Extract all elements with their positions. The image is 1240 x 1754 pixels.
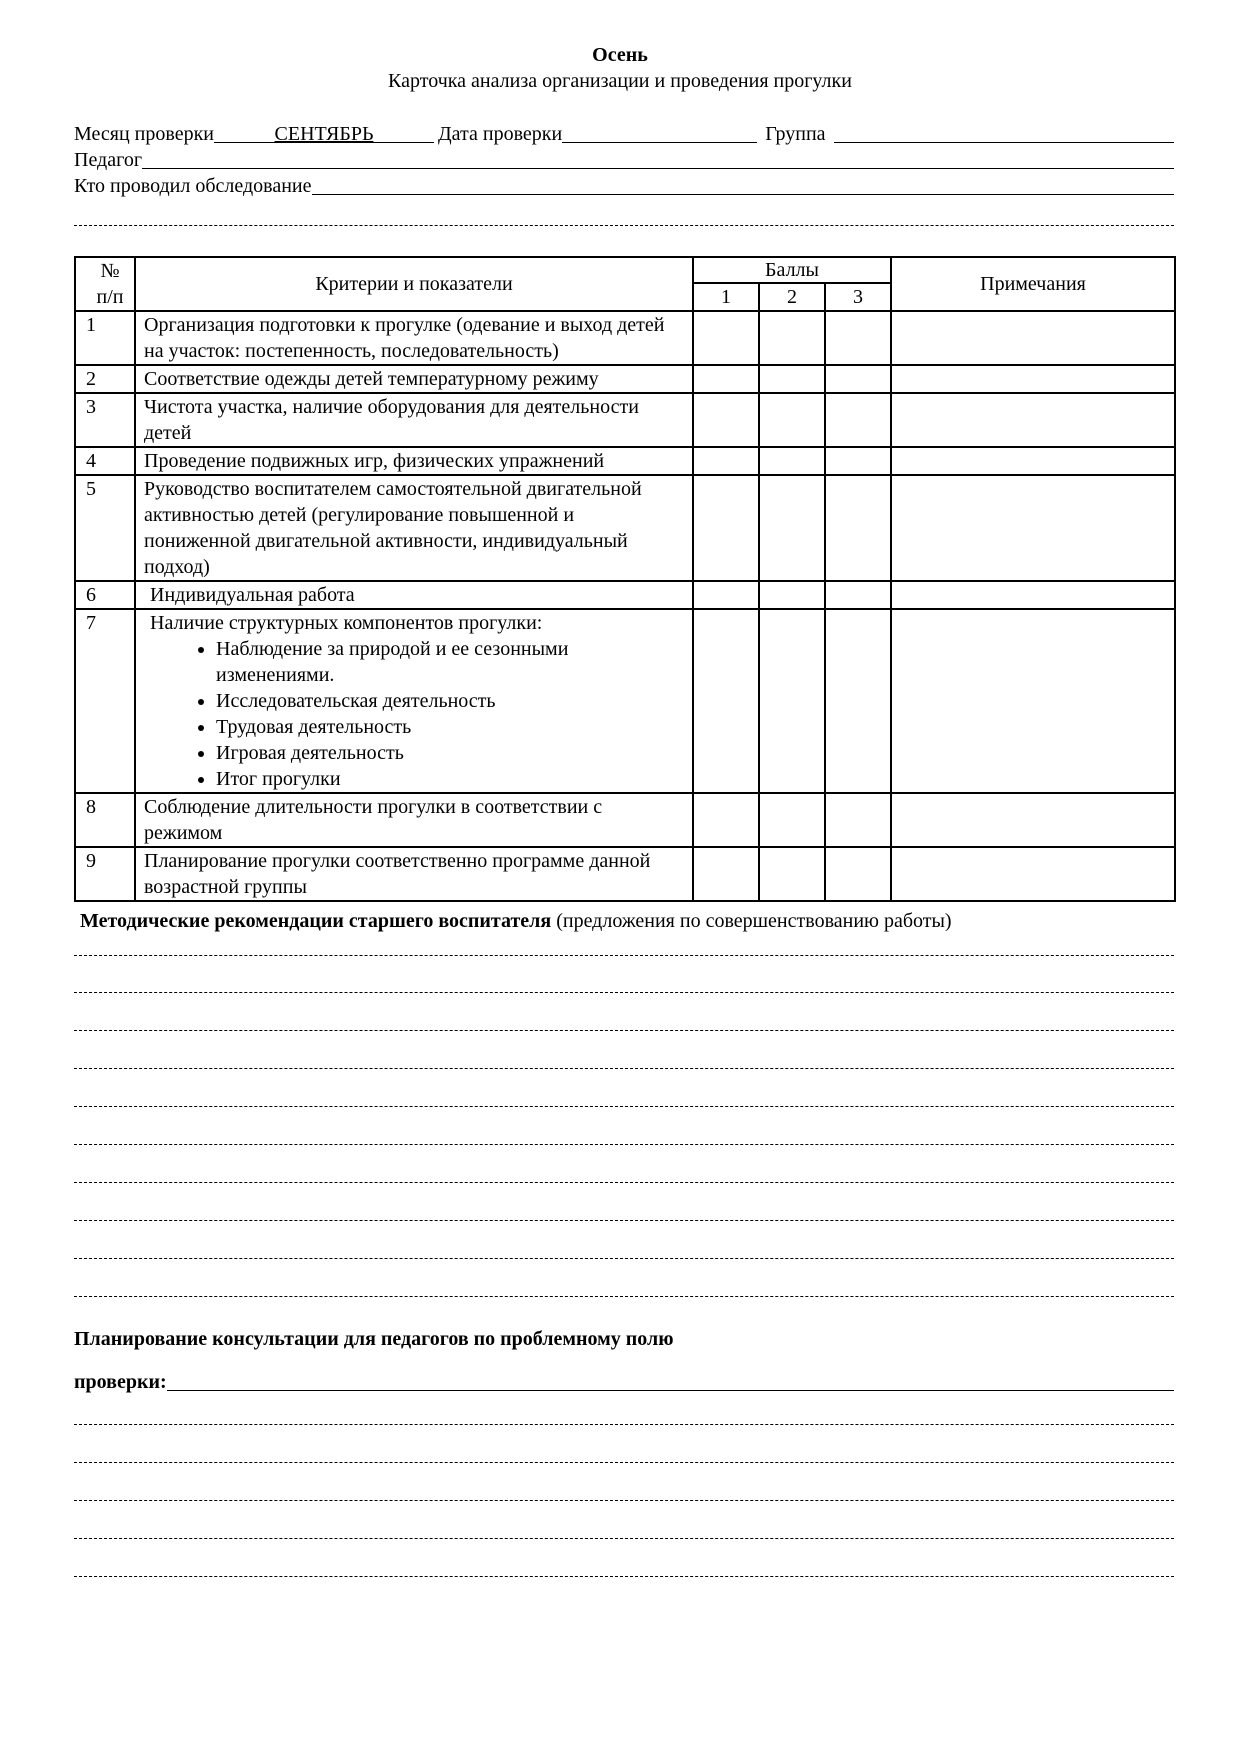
table-row — [75, 365, 1175, 393]
criteria-table — [74, 256, 1176, 902]
score-cell-3[interactable] — [825, 847, 891, 901]
score-cell-1[interactable] — [693, 365, 759, 393]
table-row — [75, 847, 1175, 901]
row-criteria: Соблюдение длительности прогулки в соответствии с режимом — [135, 793, 693, 847]
blank-line[interactable] — [74, 1182, 1174, 1183]
row-criteria-cell — [135, 609, 693, 793]
consultation-row — [74, 1370, 1174, 1394]
table-row — [75, 581, 1175, 609]
score-cell-3[interactable] — [825, 581, 891, 609]
score-cell-1[interactable] — [693, 475, 759, 581]
score-cell-3[interactable] — [825, 609, 891, 793]
teacher-row — [74, 148, 1174, 172]
header-num — [75, 257, 135, 311]
row-criteria: Чистота участка, наличие оборудования для деятельности детей — [135, 393, 693, 447]
row-criteria: Планирование прогулки соответственно программе данной возрастной группы — [135, 847, 693, 901]
blank-line[interactable] — [74, 955, 1174, 956]
row-criteria: Индивидуальная работа — [135, 581, 693, 609]
notes-cell[interactable] — [891, 847, 1175, 901]
row-num: 1 — [75, 311, 135, 365]
row-num: 7 — [75, 609, 135, 793]
score-cell-1[interactable] — [693, 847, 759, 901]
group-label: Группа — [765, 123, 826, 145]
score-cell-3[interactable] — [825, 475, 891, 581]
notes-cell[interactable] — [891, 365, 1175, 393]
inspector-row — [74, 174, 1174, 198]
score-cell-2[interactable] — [759, 609, 825, 793]
score-cell-2[interactable] — [759, 475, 825, 581]
score-cell-2[interactable] — [759, 447, 825, 475]
score-cell-3[interactable] — [825, 393, 891, 447]
season-title: Осень — [592, 44, 648, 66]
blank-line[interactable] — [74, 1296, 1174, 1297]
table-row — [75, 793, 1175, 847]
score-cell-2[interactable] — [759, 365, 825, 393]
row-num: 3 — [75, 393, 135, 447]
blank-line[interactable] — [74, 1106, 1174, 1107]
blank-line[interactable] — [74, 1220, 1174, 1221]
row-num: 6 — [75, 581, 135, 609]
blank-line[interactable] — [74, 992, 1174, 993]
list-item: • Наблюдение за природой и ее сезонными изменениями. — [216, 636, 684, 688]
row-num: 5 — [75, 475, 135, 581]
list-item: • Итог прогулки — [216, 766, 684, 792]
row-num: 2 — [75, 365, 135, 393]
list-item: • Исследовательская деятельность — [216, 688, 684, 714]
consultation-field[interactable] — [167, 1370, 1174, 1391]
table-row — [75, 609, 1175, 793]
inspector-field[interactable] — [312, 174, 1174, 195]
list-item: • Игровая деятельность — [216, 740, 684, 766]
blank-line[interactable] — [74, 1258, 1174, 1259]
table-row — [75, 447, 1175, 475]
notes-cell[interactable] — [891, 475, 1175, 581]
header-notes: Примечания — [891, 257, 1175, 311]
header-score-3: 3 — [825, 283, 891, 311]
group-field[interactable] — [834, 122, 1174, 143]
header-fields-row — [74, 122, 1174, 146]
teacher-field[interactable] — [142, 148, 1174, 169]
table-row — [75, 393, 1175, 447]
score-cell-1[interactable] — [693, 609, 759, 793]
header-num-line2: п/п — [96, 286, 124, 308]
blank-line[interactable] — [74, 1068, 1174, 1069]
date-label: Дата проверки — [438, 123, 563, 145]
teacher-label: Педагог — [74, 149, 143, 171]
score-cell-1[interactable] — [693, 393, 759, 447]
card-title: Карточка анализа организации и проведения прогулки — [388, 70, 852, 92]
score-cell-3[interactable] — [825, 793, 891, 847]
header-criteria: Критерии и показатели — [135, 257, 693, 311]
month-value: СЕНТЯБРЬ — [274, 123, 374, 145]
blank-line[interactable] — [74, 1144, 1174, 1145]
row-num: 9 — [75, 847, 135, 901]
consultation-label: проверки: — [74, 1371, 167, 1393]
recommendations-label: Методические рекомендации старшего воспитателя — [80, 910, 552, 932]
blank-line[interactable] — [74, 1030, 1174, 1031]
row-criteria: Организация подготовки к прогулке (одевание и выход детей на участок: постепенность, последовательность) — [135, 311, 693, 365]
month-field[interactable] — [214, 122, 434, 143]
score-cell-2[interactable] — [759, 847, 825, 901]
consultation-heading: Планирование консультации для педагогов по проблемному полю — [74, 1328, 674, 1350]
score-cell-3[interactable] — [825, 365, 891, 393]
components-list — [150, 636, 684, 792]
score-cell-1[interactable] — [693, 793, 759, 847]
row-criteria: Соответствие одежды детей температурному режиму — [135, 365, 693, 393]
blank-line[interactable] — [74, 1424, 1174, 1425]
blank-line[interactable] — [74, 1576, 1174, 1577]
score-cell-1[interactable] — [693, 447, 759, 475]
table-row — [75, 311, 1175, 365]
row-criteria: Руководство воспитателем самостоятельной двигательной активностью детей (регулирование повышенной и пониженной двигательной активности, индивидуальный подход) — [135, 475, 693, 581]
row-criteria: Наличие структурных компонентов прогулки: — [150, 612, 543, 634]
score-cell-2[interactable] — [759, 311, 825, 365]
table-row — [75, 475, 1175, 581]
notes-cell[interactable] — [891, 447, 1175, 475]
header-score-2: 2 — [759, 283, 825, 311]
notes-cell[interactable] — [891, 609, 1175, 793]
list-item: • Трудовая деятельность — [216, 714, 684, 740]
score-cell-2[interactable] — [759, 793, 825, 847]
row-criteria: Проведение подвижных игр, физических упражнений — [135, 447, 693, 475]
score-cell-2[interactable] — [759, 393, 825, 447]
notes-cell[interactable] — [891, 311, 1175, 365]
blank-line[interactable] — [74, 1538, 1174, 1539]
score-cell-1[interactable] — [693, 581, 759, 609]
notes-cell[interactable] — [891, 581, 1175, 609]
header-num-line1: № — [100, 260, 120, 282]
notes-cell[interactable] — [891, 393, 1175, 447]
recommendations-note: (предложения по совершенствованию работы) — [551, 910, 952, 932]
month-label: Месяц проверки — [74, 123, 214, 145]
row-num: 8 — [75, 793, 135, 847]
score-cell-1[interactable] — [693, 311, 759, 365]
blank-line[interactable] — [74, 1462, 1174, 1463]
score-cell-3[interactable] — [825, 311, 891, 365]
score-cell-3[interactable] — [825, 447, 891, 475]
score-cell-2[interactable] — [759, 581, 825, 609]
recommendations-heading — [80, 910, 1180, 933]
blank-line[interactable] — [74, 225, 1174, 226]
notes-cell[interactable] — [891, 793, 1175, 847]
blank-line[interactable] — [74, 1500, 1174, 1501]
inspector-label: Кто проводил обследование — [74, 175, 312, 197]
date-field[interactable] — [562, 122, 757, 143]
row-num: 4 — [75, 447, 135, 475]
header-score-1: 1 — [693, 283, 759, 311]
header-scores: Баллы — [693, 257, 891, 283]
